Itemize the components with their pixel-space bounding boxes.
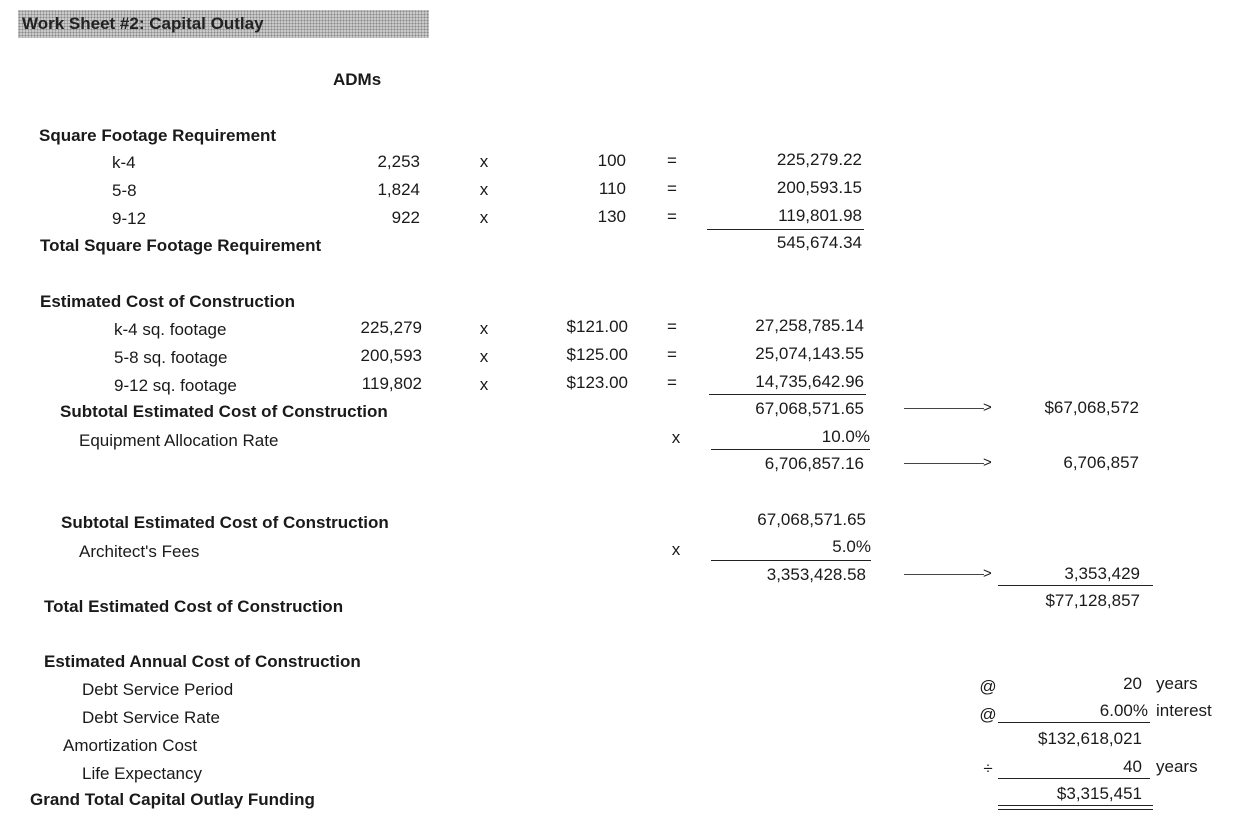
adms-heading: ADMs [333, 70, 382, 89]
construction-result-value: 25,074,143.55 [755, 344, 864, 363]
annual-cost-heading: Estimated Annual Cost of Construction [44, 652, 361, 671]
construction-result-value: 27,258,785.14 [755, 316, 864, 335]
sqft-factor-value: 130 [597, 207, 626, 226]
sqft-adm-value: 1,824 [377, 180, 420, 199]
equals-sign: = [667, 207, 677, 226]
sum-underline [707, 229, 864, 230]
equals-sign: = [667, 151, 677, 170]
equipment-cost-value: 6,706,857.16 [764, 454, 864, 473]
sqft-adm-value: 2,253 [377, 152, 420, 171]
equipment-rate-value: 10.0% [821, 427, 870, 446]
subtotal-rounded-value: $67,068,572 [1044, 398, 1139, 417]
architect-rounded-value: 3,353,429 [1064, 564, 1140, 583]
product-underline [711, 560, 871, 561]
grand-total-label: Grand Total Capital Outlay Funding [30, 790, 315, 809]
total-construction-label: Total Estimated Cost of Construction [44, 597, 344, 616]
sqft-adm-value: 922 [391, 208, 420, 227]
grand-total-value: $3,315,451 [1056, 784, 1142, 803]
at-sign: @ [979, 705, 997, 724]
sqft-result-value: 225,279.22 [776, 150, 862, 169]
construction-heading: Estimated Cost of Construction [40, 292, 296, 311]
sqft-factor-value: 100 [597, 151, 626, 170]
product-underline [998, 778, 1150, 779]
subtotal-label: Subtotal Estimated Cost of Construction [60, 402, 388, 421]
carry-arrow-icon: > [904, 398, 992, 418]
multiply-sign: x [671, 540, 681, 559]
construction-row-label: 5-8 sq. footage [114, 348, 228, 367]
construction-row-label: 9-12 sq. footage [114, 376, 237, 395]
multiply-sign: x [479, 180, 489, 199]
construction-sqft-value: 225,279 [360, 318, 422, 337]
construction-rate-value: $121.00 [566, 317, 628, 336]
sqft-grade-label: k-4 [112, 153, 136, 172]
total-sqft-value: 545,674.34 [776, 233, 862, 252]
debt-rate-value: 6.00% [1099, 701, 1148, 720]
equals-sign: = [667, 179, 677, 198]
product-underline [711, 449, 870, 450]
subtotal-value: 67,068,571.65 [755, 399, 864, 418]
architect-rate-value: 5.0% [832, 537, 871, 556]
construction-sqft-value: 200,593 [360, 346, 422, 365]
total-construction-value: $77,128,857 [1045, 591, 1140, 610]
life-expectancy-unit: years [1156, 757, 1198, 776]
sqft-grade-label: 9-12 [112, 209, 147, 228]
sqft-result-value: 200,593.15 [776, 178, 862, 197]
debt-period-value: 20 [1123, 674, 1142, 693]
equipment-rounded-value: 6,706,857 [1063, 453, 1139, 472]
multiply-sign: x [479, 208, 489, 227]
debt-period-label: Debt Service Period [82, 680, 234, 699]
architect-fees-value: 3,353,428.58 [766, 565, 866, 584]
sqft-result-value: 119,801.98 [778, 206, 862, 225]
construction-rate-value: $123.00 [566, 373, 628, 392]
sum-underline [998, 585, 1153, 586]
subtotal-value: 67,068,571.65 [757, 510, 866, 529]
multiply-sign: x [479, 152, 489, 171]
amortization-label: Amortization Cost [63, 736, 198, 755]
construction-rate-value: $125.00 [566, 345, 628, 364]
carry-arrow-icon: > [904, 564, 992, 584]
multiply-sign: x [479, 347, 489, 366]
equipment-rate-label: Equipment Allocation Rate [79, 431, 279, 450]
product-underline [998, 722, 1150, 723]
square-footage-heading: Square Footage Requirement [39, 126, 277, 145]
amortization-value: $132,618,021 [1038, 729, 1142, 748]
construction-result-value: 14,735,642.96 [755, 372, 864, 391]
carry-arrow-icon: > [904, 453, 992, 473]
life-expectancy-value: 40 [1123, 757, 1142, 776]
debt-rate-unit: interest [1156, 701, 1212, 720]
multiply-sign: x [671, 428, 681, 447]
multiply-sign: x [479, 319, 489, 338]
sum-underline [709, 394, 866, 395]
total-sqft-label: Total Square Footage Requirement [40, 236, 322, 255]
construction-row-label: k-4 sq. footage [114, 320, 227, 339]
sqft-factor-value: 110 [598, 179, 626, 198]
divide-sign: ÷ [983, 759, 993, 778]
at-sign: @ [979, 677, 997, 696]
debt-period-unit: years [1156, 674, 1198, 693]
sqft-grade-label: 5-8 [112, 181, 137, 200]
equals-sign: = [667, 373, 677, 392]
equals-sign: = [667, 317, 677, 336]
architect-fees-label: Architect's Fees [79, 542, 200, 561]
construction-sqft-value: 119,802 [361, 374, 422, 393]
subtotal-label: Subtotal Estimated Cost of Construction [61, 513, 389, 532]
debt-rate-label: Debt Service Rate [82, 708, 220, 727]
multiply-sign: x [479, 375, 489, 394]
double-underline [998, 805, 1153, 806]
worksheet-title: Work Sheet #2: Capital Outlay [18, 10, 429, 38]
double-underline [998, 809, 1153, 810]
life-expectancy-label: Life Expectancy [82, 764, 203, 783]
equals-sign: = [667, 345, 677, 364]
